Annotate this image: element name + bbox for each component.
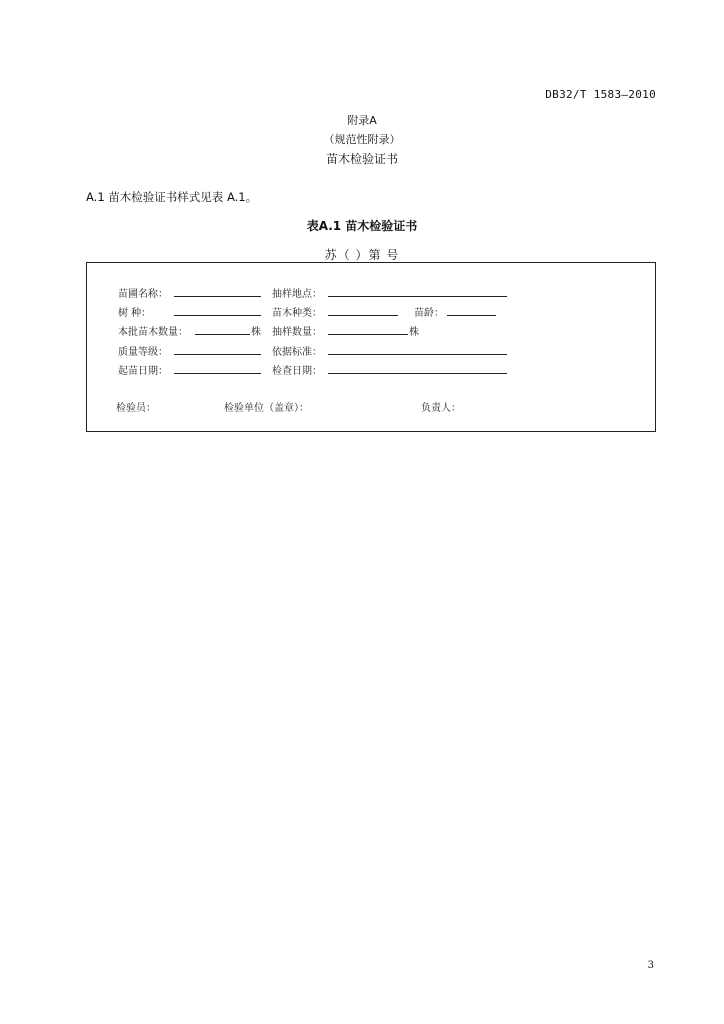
certificate-serial: 苏（ ）第 号 [324,248,400,262]
batch-count-label: 本批苗木数量： [118,327,188,338]
seedling-type-field[interactable] [328,315,398,316]
certificate-form [86,262,656,432]
nursery-name-label: 苗圃名称： [118,289,168,300]
batch-count-field[interactable] [195,334,250,335]
appendix-title: 附录A [347,114,377,127]
batch-count-unit: 株 [251,327,261,338]
lifting-date-label: 起苗日期： [118,366,168,377]
standard-label: 依据标准： [272,347,322,358]
appendix-name: 苗木检验证书 [325,152,398,166]
appendix-nature: （规范性附录） [323,133,401,146]
seedling-type-label: 苗木种类： [272,308,322,319]
standard-field[interactable] [328,354,507,355]
species-field[interactable] [174,315,261,316]
species-label: 树 种： [118,308,152,319]
sampling-place-field[interactable] [328,296,507,297]
sample-count-label: 抽样数量： [272,327,322,338]
page-number: 3 [647,960,654,971]
quality-grade-field[interactable] [174,354,261,355]
inspection-date-label: 检查日期： [272,366,322,377]
sampling-place-label: 抽样地点： [272,289,322,300]
table-caption: 表A.1 苗木检验证书 [306,219,418,233]
seedling-age-label: 苗龄： [414,308,444,319]
inspection-unit-label: 检验单位（盖章）： [224,403,309,414]
quality-grade-label: 质量等级： [118,347,168,358]
responsible-label: 负责人： [421,403,461,414]
lifting-date-field[interactable] [174,373,261,374]
nursery-name-field[interactable] [174,296,261,297]
inspector-label: 检验员： [116,403,156,414]
inspection-date-field[interactable] [328,373,507,374]
section-a1: A.1 苗木检验证书样式见表 A.1。 [86,190,258,204]
seedling-age-field[interactable] [447,315,496,316]
document-code: DB32/T 1583—2010 [545,88,656,101]
sample-count-unit: 株 [409,327,419,338]
sample-count-field[interactable] [328,334,408,335]
